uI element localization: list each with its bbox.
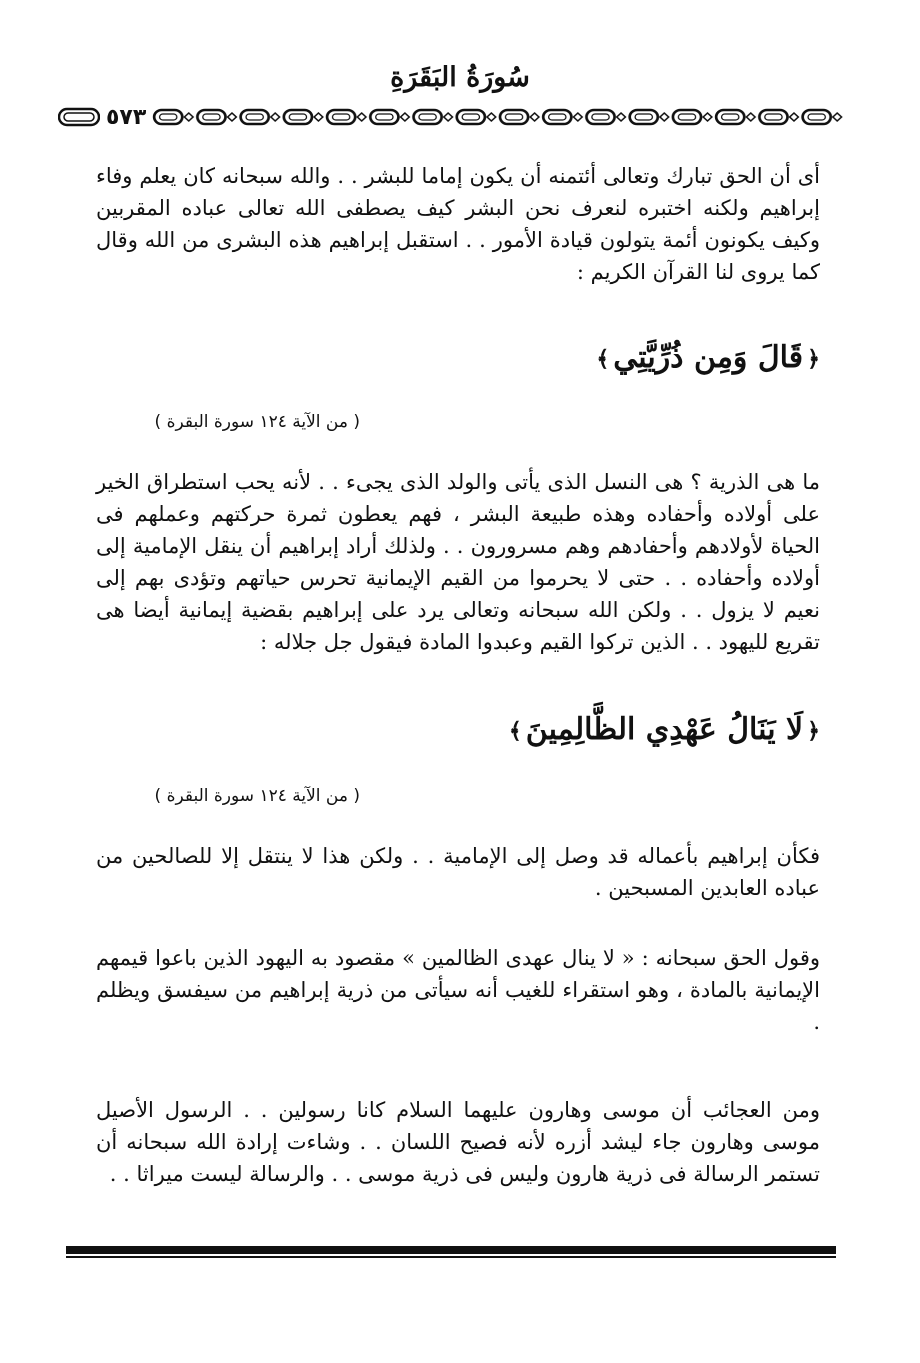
verse-source-2: ( من الآية ١٢٤ سورة البقرة ) [154,786,360,806]
chain-end-ornament [58,106,100,128]
paragraph-5: ومن العجائب أن موسى وهارون عليهما السلام كانا رسولين . . الرسول الأصيل موسى وهارون جاء ليشد أزره لأنه فصيح اللسان . . وشاءت إرادة الله سبحانه أن تستمر الرسالة فى ذرية هارون وليس فى ذرية موسى . . والرسالة ليست ميراثا . . [96,1098,820,1186]
paragraph-3: فكأن إبراهيم بأعماله قد وصل إلى الإمامية . . ولكن هذا لا ينتقل إلا للصالحين من عباده العابدين المسبحين . [96,844,820,900]
verse-bracket-open: ﴿ [807,718,820,744]
paragraph-4: وقول الحق سبحانه : « لا ينال عهدى الظالمين » مقصود به اليهود الذين باعوا قيمهم الإيمانية بالمادة ، وهو استقراء للغيب أنه سيأتى من ذرية إبراهيم من سيفسق ويظلم . [96,946,820,1034]
verse-bracket-close: ﴾ [596,346,610,372]
verse-text: قَالَ وَمِن ذُرِّيَّتِي [613,340,804,375]
footer-rule-thin [66,1256,836,1258]
surah-title: سُورَةُ البَقَرَةِ [390,62,530,93]
header-band [58,104,844,130]
verse-text: لَا يَنَالُ عَهْدِي الظَّالِمِينَ [525,712,804,747]
chain-border-ornament [152,106,844,128]
verse-bracket-open: ﴿ [807,346,820,372]
footer-rule [66,1246,836,1254]
verse-source-1: ( من الآية ١٢٤ سورة البقرة ) [154,412,360,432]
paragraph-2: ما هى الذرية ؟ هى النسل الذى يأتى والولد الذى يجىء . . لأنه يحب استطراق الخير على أولاده وأحفاده وهذه طبيعة البشر ، فهم يعطون ثمرة حركتهم وعملهم فى الحياة لأولادهم وأحفادهم وهم مسرورون . . ولذلك أراد إبراهيم أن ينقل الإمامية إلى أولاده وأحفاده . . حتى لا يحرموا من القيم الإيمانية تحرس حياتهم وتؤدى بهم إلى نعيم لا يزول . . ولكن الله سبحانه وتعالى يرد على إبراهيم بقضية إيمانية أيضا هى تقريع لليهود . . الذين تركوا القيم وعبدوا المادة فيقول جل جلاله : [96,470,820,654]
quran-verse-2 [505,712,824,747]
verse-bracket-close: ﴾ [508,718,522,744]
page-number: ٥٧٣ [106,104,147,130]
quran-verse-1 [592,340,824,375]
paragraph-1: أى أن الحق تبارك وتعالى أئتمنه أن يكون إماما للبشر . . والله سبحانه كان يعلم وفاء إبراهيم ولكنه اختبره لنعرف نحن البشر كيف يصطفى الله تعالى عباده المقربين وكيف يكونون أئمة يتولون قيادة الأمور . . استقبل إبراهيم هذه البشرى من الله وقال كما يروى لنا القرآن الكريم : [96,164,820,284]
